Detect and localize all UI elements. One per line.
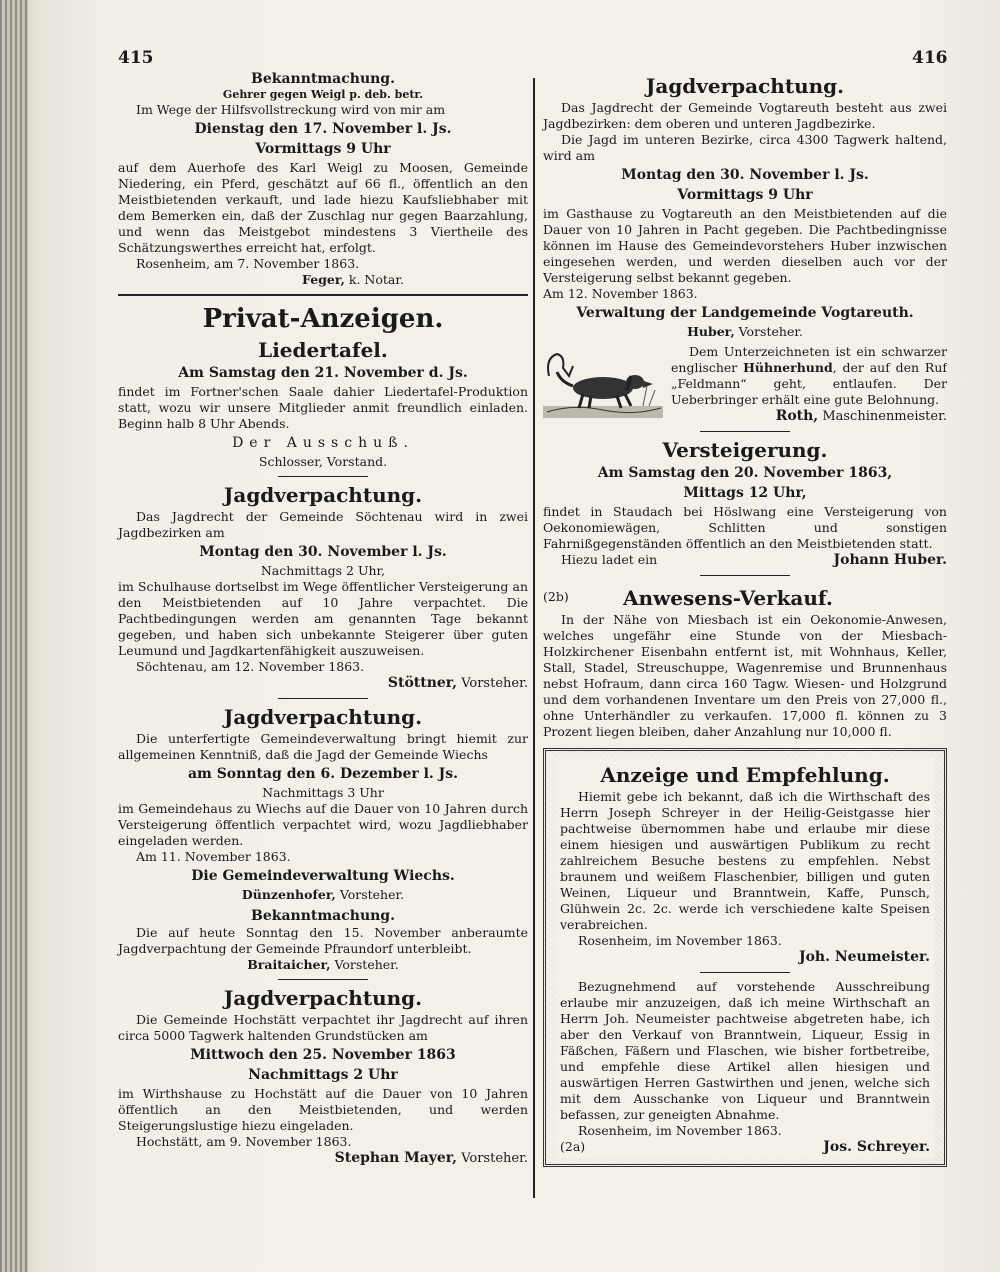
notice-jagd-vogtareuth bbox=[543, 74, 947, 340]
notice-title: Jagdverpachtung. bbox=[223, 705, 423, 729]
notice-signature: Braitaicher, Vorsteher. bbox=[247, 957, 399, 972]
notice-place-date: Rosenheim, im November 1863. bbox=[578, 933, 782, 948]
notice-organization: Die Gemeindeverwaltung Wiechs. bbox=[191, 868, 455, 884]
notice-text: Die Jagd im unteren Bezirke, circa 4300 Tagwerk haltend, wird am bbox=[543, 132, 947, 163]
notice-text: Hiemit gebe ich bekannt, daß ich die Wirthschaft des Herrn Joseph Schreyer in der Heilig-Geistgasse hier pachtweise übernommen habe und erlaube mir diese einem hiesigen und auswärtigen Publikum zu recht zahlreichem Besuche bestens zu empfehlen. Nebst braunem und weißem Flaschenbier, billigen und guten Weinen, Liqueur und Branntwein, Kaffe, Punsch, Glühwein 2c. 2c. werde ich verschiedene kalte Speisen verabreichen. bbox=[560, 789, 930, 932]
notice-date: am Sonntag den 6. Dezember l. Js. bbox=[187, 766, 459, 782]
notice-organization: Verwaltung der Landgemeinde Vogtareuth. bbox=[576, 305, 914, 321]
notice-title: Jagdverpachtung. bbox=[223, 986, 423, 1010]
notice-title: Anwesens-Verkauf. bbox=[623, 586, 833, 610]
page-number-right: 416 bbox=[912, 48, 948, 68]
notice-text: im Schulhause dortselbst im Wege öffentlicher Versteigerung an den Meistbietenden auf 10 Jahre verpachtet. Die Pachtbedingungen werden am genannten Tage bekannt gegeben, und haben sich unbekannte Steigerer über guten Leumund und Jagdkartenfähigkeit auszuweisen. bbox=[118, 579, 528, 658]
notice-signature: Joh. Neumeister. bbox=[798, 949, 930, 965]
notice-text: Bezugnehmend auf vorstehende Ausschreibung erlaube mir anzuzeigen, daß ich meine Wirthschaft an Herrn Joh. Neumeister pachtweise abgetreten habe, ich aber den Verkauf von Branntwein, Liqueur, Essig in Fäßchen, Fäßern und Flaschen, wie bisher fortbetreibe, und empfehle diese Artikel allen hiesigen und auswärtigen Herren Gastwirthen und jenen, welche sich mit dem Ausschanke von Liqueur und Branntwein befassen, zur geneigten Abnahme. bbox=[560, 979, 930, 1122]
notice-signature: Jos. Schreyer. bbox=[823, 1139, 930, 1155]
notice-text: im Gemeindehaus zu Wiechs auf die Dauer von 10 Jahren durch Versteigerung öffentlich verpachtet wird, wozu Jagdliebhaber eingeladen werden. bbox=[118, 801, 528, 848]
notice-bekanntmachung-weigl bbox=[118, 70, 528, 288]
notice-signature: Feger, k. Notar. bbox=[302, 272, 404, 287]
notice-rule bbox=[700, 575, 790, 576]
notice-place-date: Am 12. November 1863. bbox=[543, 286, 698, 301]
notice-jagd-wiechs bbox=[118, 705, 528, 903]
notice-place-date: Rosenheim, am 7. November 1863. bbox=[136, 256, 360, 271]
notice-text: Die auf heute Sonntag den 15. November anberaumte Jagdverpachtung der Gemeinde Pfraundorf unterbleibt. bbox=[118, 925, 528, 956]
notice-place-date: Söchtenau, am 12. November 1863. bbox=[136, 659, 365, 674]
section-rule bbox=[118, 294, 528, 296]
notice-text: findet in Staudach bei Höslwang eine Versteigerung von Oekonomiewägen, Schlitten und sonstigen Fahrnißgegenständen öffentlich an den Meistbietenden statt. bbox=[543, 504, 947, 551]
notice-text: im Gasthause zu Vogtareuth an den Meistbietenden auf die Dauer von 10 Jahren in Pacht gegeben. Die Pachtbedingnisse können im Hause des Gemeindevorstehers Huber inzwischen eingesehen werden, und werden dieselben auch vor der Versteigerung selbst bekannt gegeben. bbox=[543, 206, 947, 285]
notice-title: Jagdverpachtung. bbox=[645, 74, 845, 98]
notice-text: Dem Unterzeichneten ist ein schwarzer englischer Hühnerhund, der auf den Ruf „Feldmann“ geht, entlaufen. Der Ueberbringer erhält eine gute Belohnung. bbox=[671, 344, 947, 407]
notice-jagd-soechtenau bbox=[118, 483, 528, 692]
notice-text: findet im Fortner'schen Saale dahier Liedertafel-Produktion statt, wozu wir unsere Mitglieder anmit freundlich einladen. Beginn halb 8 Uhr Abends. bbox=[118, 384, 528, 431]
notice-signature: Stephan Mayer, Vorsteher. bbox=[334, 1150, 528, 1166]
notice-title: Bekanntmachung. bbox=[251, 908, 395, 924]
notice-signature: Huber, Vorsteher. bbox=[687, 324, 803, 339]
section-title-private-ads: Privat-Anzeigen. bbox=[202, 304, 444, 334]
notice-signature: Stöttner, Vorsteher. bbox=[387, 675, 528, 691]
notice-place-date: Rosenheim, im November 1863. bbox=[578, 1123, 782, 1138]
book-gutter bbox=[0, 0, 28, 1272]
notice-anzeige-empfehlung bbox=[543, 748, 947, 1167]
notice-subtitle: Gehrer gegen Weigl p. deb. betr. bbox=[222, 88, 424, 101]
notice-text: Die unterfertigte Gemeindeverwaltung bringt hiemit zur allgemeinen Kenntniß, daß die Jagd der Gemeinde Wiechs bbox=[118, 731, 528, 762]
notice-text: Im Wege der Hilfsvollstreckung wird von mir am bbox=[136, 102, 446, 117]
hunting-dog-icon bbox=[543, 346, 663, 418]
notice-text: In der Nähe von Miesbach ist ein Oekonomie-Anwesen, welches ungefähr eine Stunde von der Miesbach-Holzkirchener Eisenbahn entfernt ist, mit Wohnhaus, Keller, Stall, Stadel, Streuschuppe, Wagenremise und Brunnenhaus nebst Hofraum, dann circa 160 Tagw. Wiesen- und Holzgrund und dem vorhandenen Inventare um den Preis von 27,000 fl., ohne Unterhändler zu verkaufen. 17,000 fl. können zu 3 Prozent liegen bleiben, daher Anzahlung nur 10,000 fl. bbox=[543, 612, 947, 739]
notice-liedertafel bbox=[118, 338, 528, 470]
notice-time: Nachmittags 2 Uhr bbox=[248, 1067, 398, 1083]
notice-rule bbox=[700, 431, 790, 432]
notice-lost-dog bbox=[543, 344, 947, 425]
notice-bekanntmachung-pfraundorf bbox=[118, 907, 528, 973]
notice-rule bbox=[278, 476, 368, 477]
notice-date: Am Samstag den 20. November 1863, bbox=[597, 465, 893, 481]
notice-signature: Roth, Maschinenmeister. bbox=[775, 408, 947, 424]
notice-rule bbox=[278, 979, 368, 980]
left-column bbox=[118, 70, 528, 1167]
notice-place-date: Am 11. November 1863. bbox=[136, 849, 291, 864]
column-divider bbox=[533, 78, 535, 1198]
notice-date: Mittwoch den 25. November 1863 bbox=[190, 1047, 456, 1063]
notice-signature: Der Ausschuß. bbox=[232, 435, 414, 451]
notice-anwesens-verkauf bbox=[543, 582, 947, 740]
notice-reference: (2a) bbox=[560, 1139, 586, 1154]
notice-date: Dienstag den 17. November l. Js. bbox=[194, 121, 452, 137]
notice-time: Vormittags 9 Uhr bbox=[677, 187, 813, 203]
notice-time: Vormittags 9 Uhr bbox=[255, 141, 391, 157]
notice-rule bbox=[700, 972, 790, 973]
notice-time: Nachmittags 3 Uhr bbox=[262, 785, 384, 800]
notice-place-date: Hochstätt, am 9. November 1863. bbox=[136, 1134, 352, 1149]
notice-title: Versteigerung. bbox=[662, 438, 828, 462]
notice-versteigerung bbox=[543, 438, 947, 569]
notice-text: Das Jagdrecht der Gemeinde Vogtareuth besteht aus zwei Jagdbezirken: dem oberen und unteren Jagdbezirke. bbox=[543, 100, 947, 131]
notice-title: Anzeige und Empfehlung. bbox=[600, 763, 890, 787]
notice-title: Bekanntmachung. bbox=[251, 71, 395, 87]
notice-date: Am Samstag den 21. November d. Js. bbox=[178, 365, 468, 381]
notice-rule bbox=[278, 698, 368, 699]
notice-text: Die Gemeinde Hochstätt verpachtet ihr Jagdrecht auf ihren circa 5000 Tagwerk haltenden Grundstücken am bbox=[118, 1012, 528, 1043]
notice-time: Nachmittags 2 Uhr, bbox=[260, 563, 386, 578]
notice-signature: Dünzenhofer, Vorsteher. bbox=[241, 887, 405, 902]
notice-signature-row bbox=[543, 552, 947, 569]
notice-time: Mittags 12 Uhr, bbox=[683, 485, 807, 501]
notice-date: Montag den 30. November l. Js. bbox=[621, 167, 869, 183]
notice-title: Liedertafel. bbox=[258, 338, 388, 362]
right-column bbox=[543, 70, 947, 1167]
notice-date: Montag den 30. November l. Js. bbox=[199, 544, 447, 560]
page-number-left: 415 bbox=[118, 48, 154, 68]
notice-invite: Hiezu ladet ein bbox=[561, 552, 658, 567]
notice-reference: (2b) bbox=[543, 589, 569, 604]
notice-signature-name: Schlosser, Vorstand. bbox=[258, 454, 388, 469]
notice-text: im Wirthshause zu Hochstätt auf die Dauer von 10 Jahren öffentlich an den Meistbietenden, und werden Steigerungslustige hiezu eingeladen. bbox=[118, 1086, 528, 1133]
notice-jagd-hochstaett bbox=[118, 986, 528, 1167]
notice-text: auf dem Auerhofe des Karl Weigl zu Moosen, Gemeinde Niedering, ein Pferd, geschätzt auf 66 fl., öffentlich an den Meistbietenden verkauft, und lade hiezu Kaufsliebhaber mit dem Bemerken ein, daß der Zuschlag nur gegen Baarzahlung, und wenn das Meistgebot mindestens 3 Viertheile des Schätzungswerthes erreicht hat, erfolgt. bbox=[118, 160, 528, 255]
notice-signature: Johann Huber. bbox=[833, 552, 947, 568]
notice-text: Das Jagdrecht der Gemeinde Söchtenau wird in zwei Jagdbezirken am bbox=[118, 509, 528, 540]
notice-title: Jagdverpachtung. bbox=[223, 483, 423, 507]
